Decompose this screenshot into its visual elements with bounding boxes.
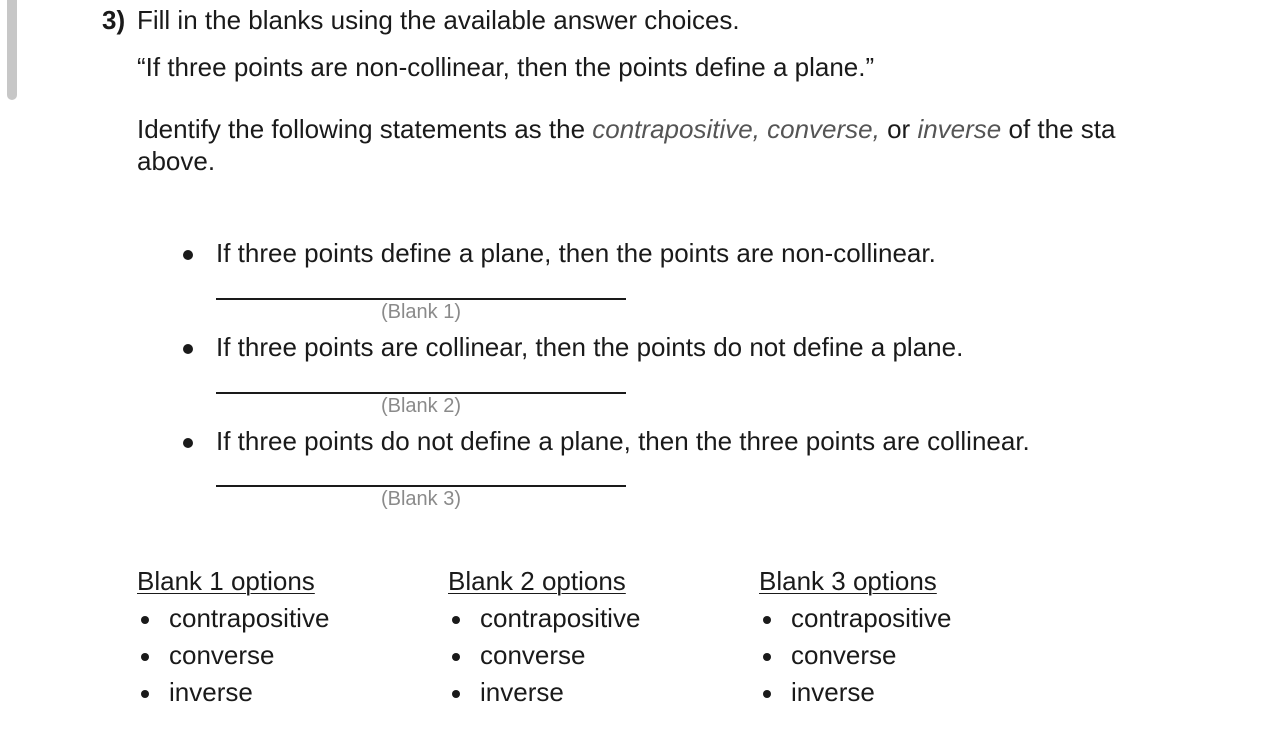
bullet-icon bbox=[183, 438, 193, 448]
bullet-icon bbox=[183, 250, 193, 260]
option-label: contrapositive bbox=[791, 603, 952, 633]
blank-1-option-converse[interactable] bbox=[137, 637, 329, 674]
blank-3-option-inverse[interactable] bbox=[759, 674, 951, 711]
blank-1-label: (Blank 1) bbox=[380, 301, 462, 323]
blank-2-option-converse[interactable] bbox=[448, 637, 640, 674]
blank-2-options bbox=[448, 566, 640, 711]
bullet-icon bbox=[183, 344, 193, 354]
blank-3-label: (Blank 3) bbox=[380, 488, 462, 510]
blank-2-option-contrapositive[interactable] bbox=[448, 600, 640, 637]
bullet-icon bbox=[141, 690, 149, 698]
option-label: inverse bbox=[480, 677, 564, 707]
bullet-icon bbox=[141, 653, 149, 661]
bullet-icon bbox=[452, 616, 460, 624]
blank-3-options bbox=[759, 566, 951, 711]
conditional-statement: “If three points are non-collinear, then the points define a plane.” bbox=[137, 52, 875, 82]
blank-2-options-heading: Blank 2 options bbox=[448, 566, 626, 596]
identify-mid: or bbox=[879, 114, 918, 144]
statement-1: If three points define a plane, then the points are non-collinear. bbox=[216, 238, 936, 268]
blank-3-option-contrapositive[interactable] bbox=[759, 600, 951, 637]
blank-1-options-heading: Blank 1 options bbox=[137, 566, 315, 596]
scrollbar-thumb[interactable] bbox=[7, 0, 17, 100]
bullet-icon bbox=[763, 690, 771, 698]
blank-3-options-heading: Blank 3 options bbox=[759, 566, 937, 596]
option-label: contrapositive bbox=[169, 603, 330, 633]
bullet-icon bbox=[452, 653, 460, 661]
blank-3-option-converse[interactable] bbox=[759, 637, 951, 674]
bullet-icon bbox=[141, 616, 149, 624]
question-instruction: Fill in the blanks using the available answer choices. bbox=[137, 5, 740, 35]
identify-instruction-line2: above. bbox=[137, 146, 216, 176]
identify-term-contrapositive-converse: contrapositive, converse, bbox=[592, 114, 880, 144]
blank-3-input[interactable] bbox=[216, 485, 626, 487]
blank-1-option-contrapositive[interactable] bbox=[137, 600, 329, 637]
identify-suffix: of the sta bbox=[1001, 114, 1116, 144]
identify-term-inverse: inverse bbox=[917, 114, 1002, 144]
bullet-icon bbox=[763, 616, 771, 624]
identify-instruction bbox=[137, 114, 1115, 145]
option-label: inverse bbox=[169, 677, 253, 707]
bullet-icon bbox=[452, 690, 460, 698]
statement-2: If three points are collinear, then the points do not define a plane. bbox=[216, 332, 964, 362]
statement-3: If three points do not define a plane, then the three points are collinear. bbox=[216, 426, 1030, 456]
blank-2-option-inverse[interactable] bbox=[448, 674, 640, 711]
blank-1-input[interactable] bbox=[216, 298, 626, 300]
option-label: contrapositive bbox=[480, 603, 641, 633]
option-label: converse bbox=[169, 640, 275, 670]
option-label: converse bbox=[480, 640, 586, 670]
blank-1-options bbox=[137, 566, 329, 711]
blank-1-option-inverse[interactable] bbox=[137, 674, 329, 711]
option-label: inverse bbox=[791, 677, 875, 707]
option-label: converse bbox=[791, 640, 897, 670]
identify-prefix: Identify the following statements as the bbox=[137, 114, 593, 144]
blank-2-label: (Blank 2) bbox=[380, 395, 462, 417]
bullet-icon bbox=[763, 653, 771, 661]
blank-2-input[interactable] bbox=[216, 392, 626, 394]
question-number: 3) bbox=[102, 5, 126, 35]
